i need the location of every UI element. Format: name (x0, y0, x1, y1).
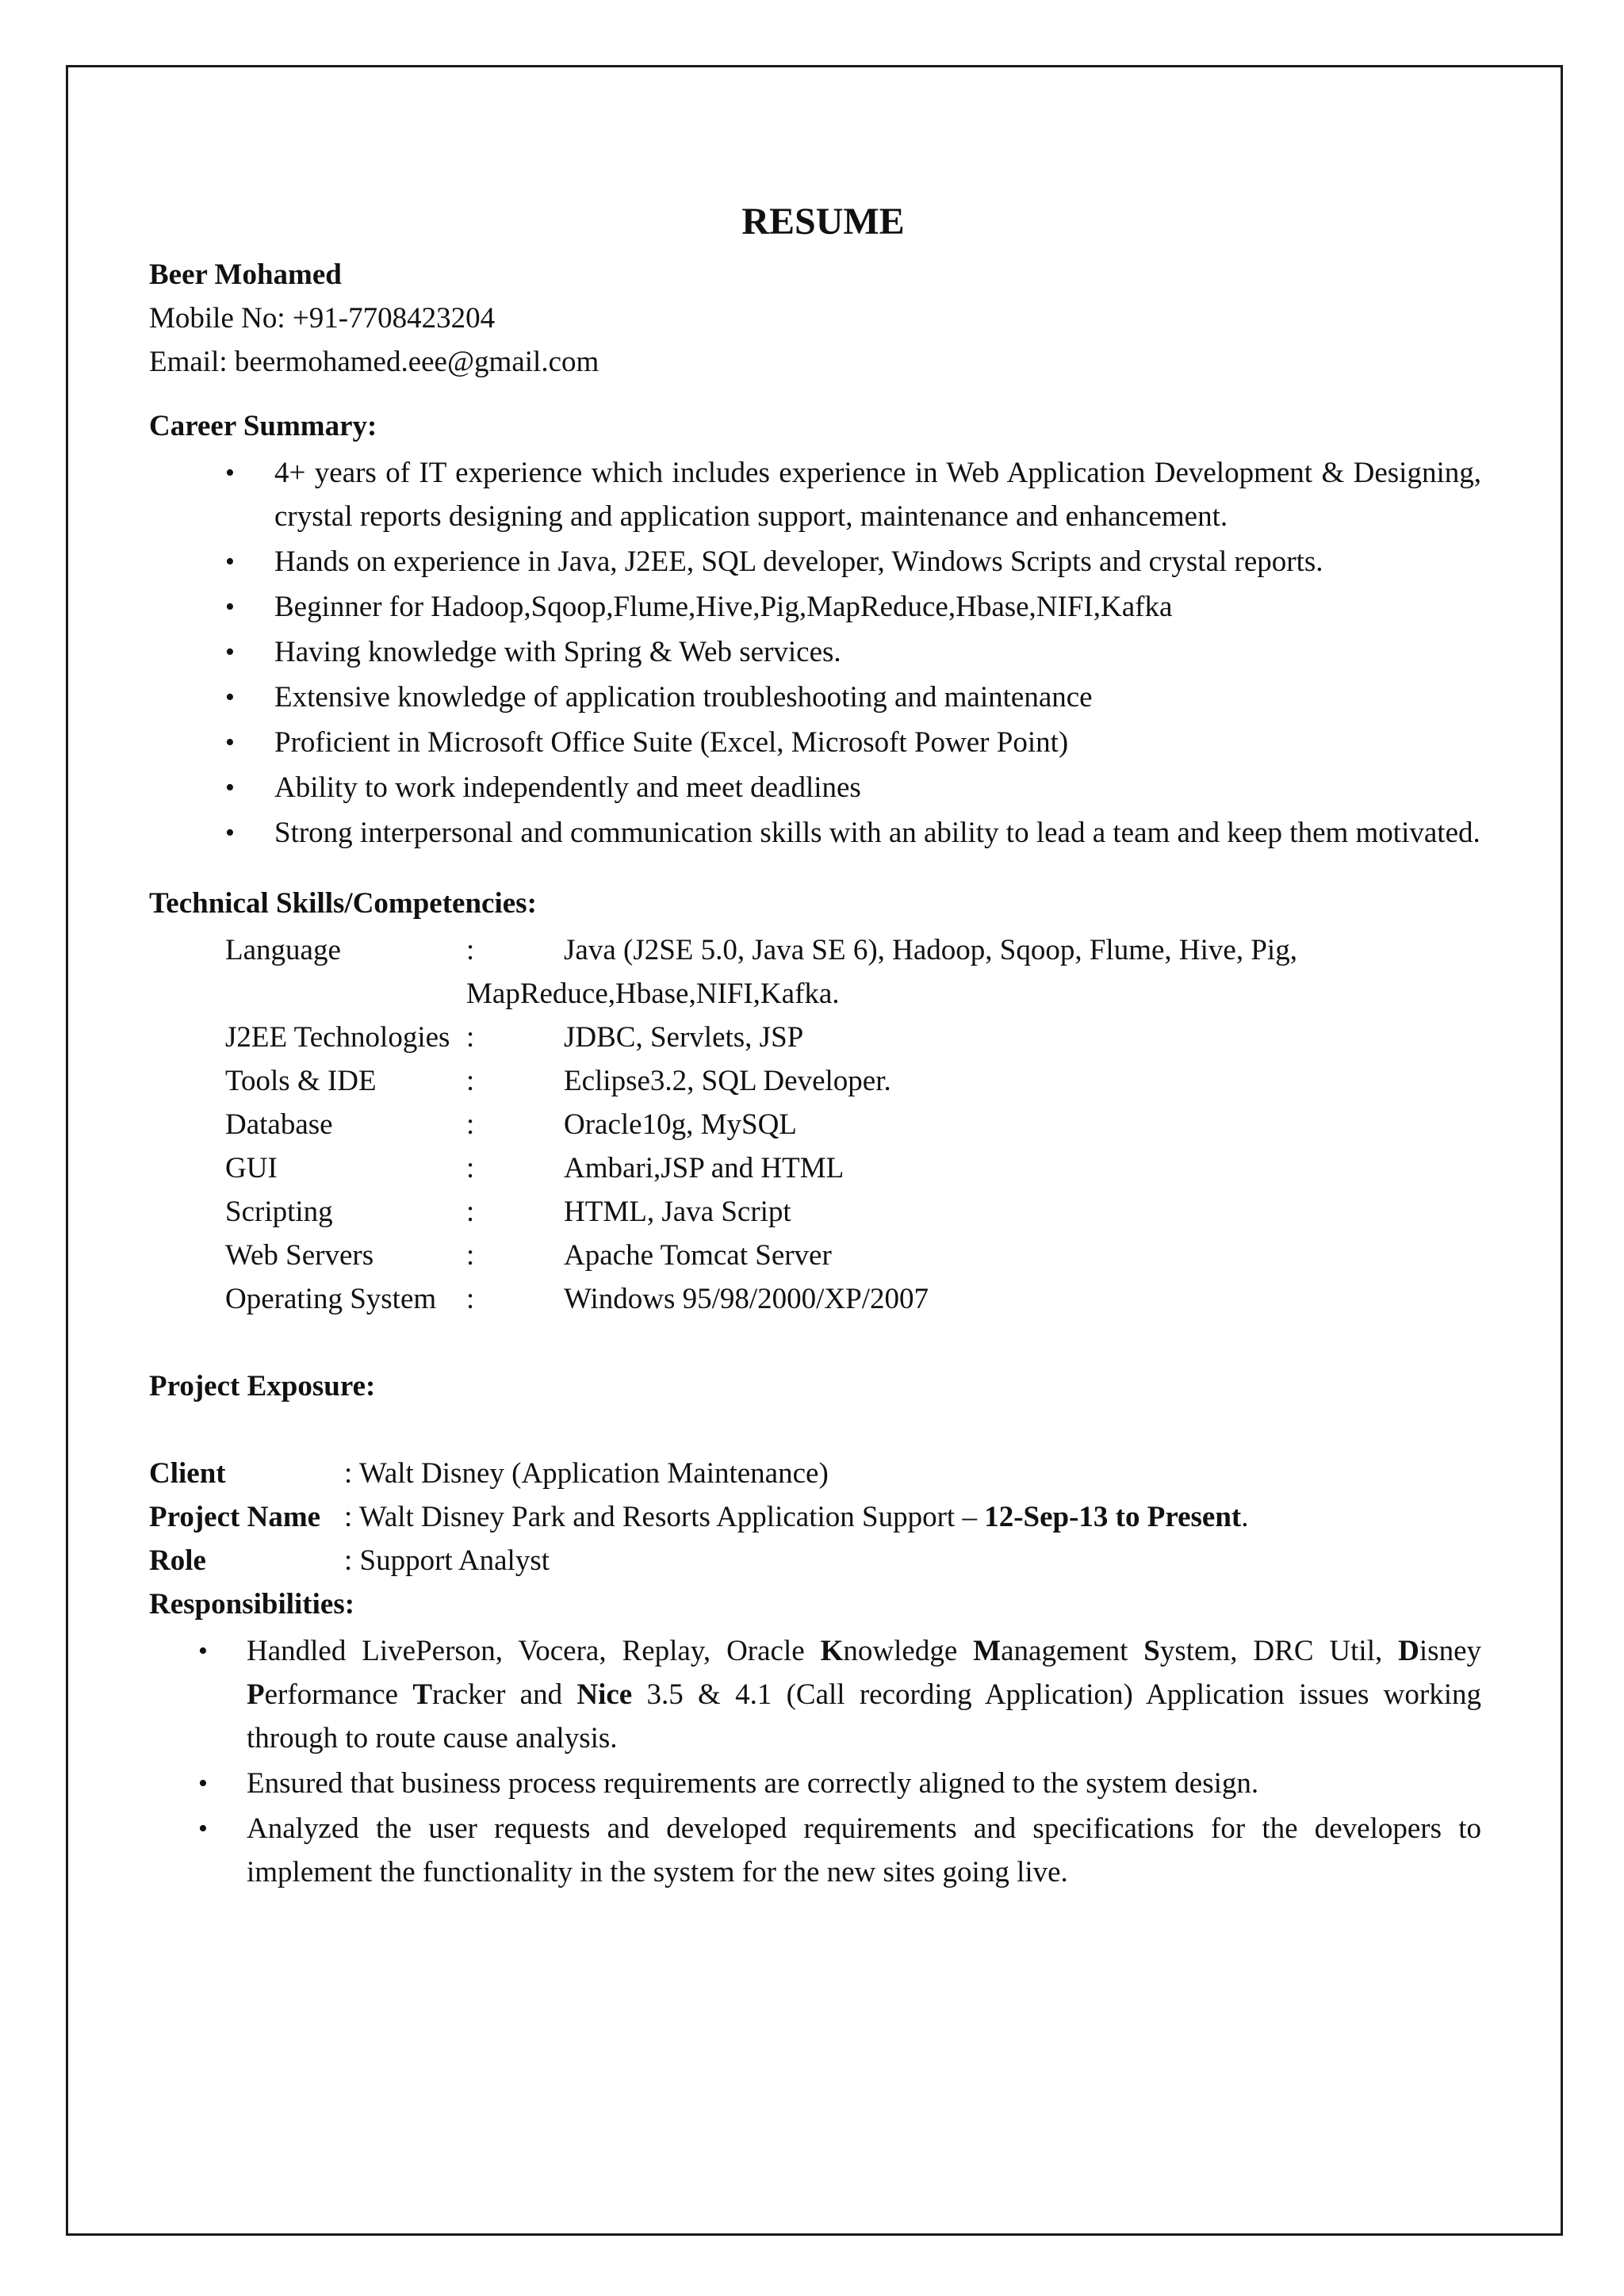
career-summary-text: Strong interpersonal and communication skills with an ability to lead a team and keep them motivated. (274, 817, 1480, 849)
responsibility-text: T (412, 1678, 432, 1711)
responsibility-text: K (820, 1635, 844, 1667)
project-name-label: Project Name (149, 1501, 321, 1533)
email-address: Email: beermohamed.eee@gmail.com (149, 346, 599, 378)
responsibilities-list (149, 1629, 1481, 1894)
skill-row (149, 1059, 1481, 1103)
responsibility-text: S (1143, 1635, 1160, 1667)
skill-value: Windows 95/98/2000/XP/2007 (564, 1283, 929, 1315)
bullet-icon: • (198, 1814, 208, 1843)
resume-document (149, 194, 1481, 1896)
skill-value: HTML, Java Script (564, 1196, 791, 1228)
responsibility-text: D (1398, 1635, 1419, 1667)
responsibility-text: P (247, 1678, 265, 1711)
skill-row (149, 928, 1481, 972)
responsibility-text: Analyzed the user requests and developed requirements and specifications for the developers to implement the functionality in the system for the new sites going live. (247, 1812, 1481, 1888)
skill-name: Web Servers (225, 1239, 374, 1272)
skill-row (149, 1103, 1481, 1146)
career-summary-item (149, 630, 1481, 674)
responsibility-text: Ensured that business process requirements are correctly aligned to the system design. (247, 1767, 1259, 1800)
skill-separator: : (466, 934, 475, 966)
responsibility-text: Handled LivePerson, Vocera, Replay, Oracle (247, 1635, 821, 1667)
responsibility-item (149, 1629, 1481, 1760)
skill-separator: : (466, 1283, 475, 1315)
bullet-icon: • (225, 728, 235, 757)
project-exposure-heading: Project Exposure: (149, 1370, 376, 1402)
skill-row (149, 1016, 1481, 1059)
career-summary-item (149, 675, 1481, 719)
skill-value: Ambari,JSP and HTML (564, 1152, 845, 1184)
bullet-icon: • (225, 547, 235, 576)
bullet-icon: • (225, 773, 235, 802)
skill-value: Eclipse3.2, SQL Developer. (564, 1065, 891, 1097)
responsibility-text: anagement (1001, 1635, 1144, 1667)
role-row (149, 1539, 1481, 1582)
career-summary-item (149, 585, 1481, 629)
bullet-icon: • (225, 458, 235, 488)
role-value: : Support Analyst (344, 1544, 550, 1577)
career-summary-text: Extensive knowledge of application troubleshooting and maintenance (274, 681, 1093, 714)
skill-name: J2EE Technologies (225, 1021, 450, 1054)
skill-name: GUI (225, 1152, 278, 1184)
candidate-name: Beer Mohamed (149, 258, 342, 291)
career-summary-item (149, 811, 1481, 855)
skill-name: Database (225, 1108, 333, 1141)
skill-value: Oracle10g, MySQL (564, 1108, 797, 1141)
career-summary-text: Ability to work independently and meet deadlines (274, 771, 861, 804)
technical-skills-heading: Technical Skills/Competencies: (149, 887, 537, 920)
skill-value: Java (J2SE 5.0, Java SE 6), Hadoop, Sqoop, Flume, Hive, Pig, (564, 934, 1297, 966)
responsibility-item (149, 1807, 1481, 1894)
skill-separator: : (466, 1196, 475, 1228)
career-summary-text: Having knowledge with Spring & Web services. (274, 636, 841, 668)
skill-value-continuation: MapReduce,Hbase,NIFI,Kafka. (466, 978, 840, 1010)
skill-row (149, 1277, 1481, 1321)
project-duration: 12-Sep-13 to Present (984, 1501, 1242, 1533)
skill-name: Tools & IDE (225, 1065, 377, 1097)
skill-value: JDBC, Servlets, JSP (564, 1021, 804, 1054)
project-name-text: : Walt Disney Park and Resorts Application Support – (344, 1501, 985, 1533)
career-summary-list (149, 451, 1481, 855)
skill-separator: : (466, 1152, 475, 1184)
skill-row (149, 1234, 1481, 1277)
responsibility-text: racker and (432, 1678, 577, 1711)
career-summary-item (149, 721, 1481, 764)
client-label: Client (149, 1457, 226, 1490)
responsibility-text: erformance (264, 1678, 413, 1711)
client-row (149, 1452, 1481, 1495)
skill-name: Scripting (225, 1196, 333, 1228)
page-title: RESUME (741, 201, 905, 243)
career-summary-item (149, 451, 1481, 538)
skill-separator: : (466, 1021, 475, 1054)
bullet-icon: • (198, 1769, 208, 1798)
bullet-icon: • (225, 683, 235, 712)
career-summary-text: Hands on experience in Java, J2EE, SQL developer, Windows Scripts and crystal reports. (274, 545, 1323, 578)
mobile-number: Mobile No: +91-7708423204 (149, 302, 496, 335)
project-name-value (344, 1495, 1481, 1539)
bullet-icon: • (225, 818, 235, 848)
skill-row (149, 1146, 1481, 1190)
responsibility-item (149, 1762, 1481, 1805)
responsibilities-heading: Responsibilities: (149, 1588, 355, 1621)
bullet-icon: • (225, 592, 235, 622)
project-name-row (149, 1495, 1481, 1539)
career-summary-item (149, 540, 1481, 584)
career-summary-text: Proficient in Microsoft Office Suite (Excel, Microsoft Power Point) (274, 726, 1069, 759)
skill-separator: : (466, 1065, 475, 1097)
responsibility-text: ystem, DRC Util, (1159, 1635, 1399, 1667)
skill-separator: : (466, 1239, 475, 1272)
skill-name: Language (225, 934, 341, 966)
career-summary-item (149, 766, 1481, 809)
responsibility-text: nowledge (843, 1635, 974, 1667)
responsibility-text: Nice (576, 1678, 633, 1711)
skill-row (149, 1190, 1481, 1234)
bullet-icon: • (225, 637, 235, 667)
technical-skills-table (149, 928, 1481, 1321)
skill-value: Apache Tomcat Server (564, 1239, 832, 1272)
project-name-suffix: . (1241, 1501, 1249, 1533)
skill-separator: : (466, 1108, 475, 1141)
career-summary-text: 4+ years of IT experience which includes experience in Web Application Development & Designing, crystal reports designing and application support, maintenance and enhancement. (274, 457, 1481, 533)
bullet-icon: • (198, 1636, 208, 1666)
career-summary-heading: Career Summary: (149, 410, 377, 442)
skill-name: Operating System (225, 1283, 437, 1315)
client-value: : Walt Disney (Application Maintenance) (344, 1457, 829, 1490)
responsibility-text: 3.5 & 4.1 (Call recording Application) Application issues working through to route cause analysis. (247, 1678, 1481, 1755)
career-summary-text: Beginner for Hadoop,Sqoop,Flume,Hive,Pig,MapReduce,Hbase,NIFI,Kafka (274, 591, 1173, 623)
responsibility-text: isney (1419, 1635, 1482, 1667)
role-label: Role (149, 1544, 206, 1577)
responsibility-text: M (973, 1635, 1002, 1667)
